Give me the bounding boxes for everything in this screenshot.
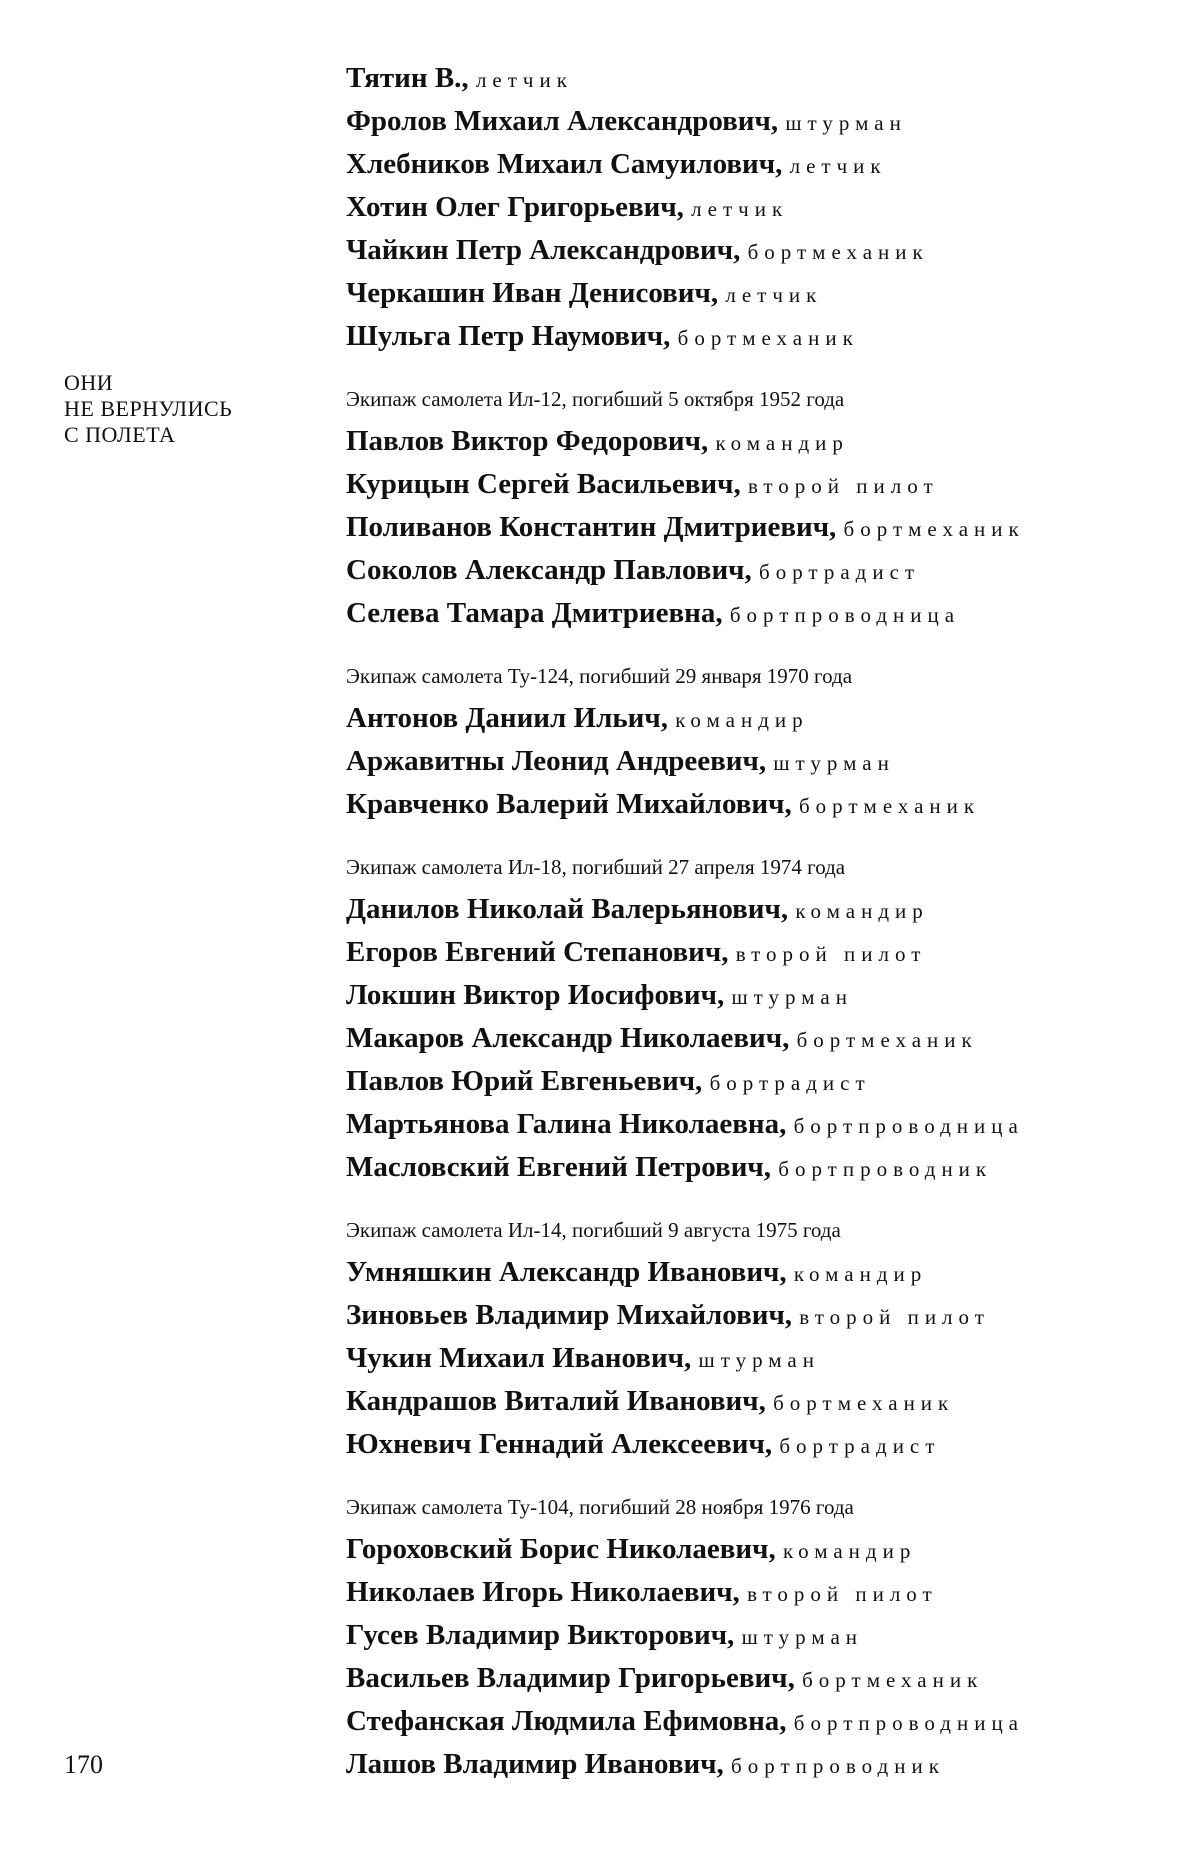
person-row [346, 1529, 1186, 1572]
person-name: Павлов Виктор Федорович, [346, 425, 709, 457]
person-name: Гусев Владимир Викторович, [346, 1619, 735, 1651]
person-name: Аржавитны Леонид Андреевич, [346, 745, 767, 777]
person-role: летчик [789, 154, 887, 178]
person-name: Антонов Даниил Ильич, [346, 702, 668, 734]
person-row [346, 741, 1186, 784]
top-list [346, 58, 1186, 359]
person-row [346, 507, 1186, 550]
person-row [346, 1104, 1186, 1147]
crew-group [346, 1216, 1186, 1467]
person-row [346, 1658, 1186, 1701]
person-role: бортмеханик [802, 1668, 984, 1692]
person-role: бортрадист [709, 1071, 871, 1095]
person-role: бортрадист [779, 1434, 941, 1458]
crew-heading: Экипаж самолета Ту-104, погибший 28 ноября 1976 года [346, 1495, 854, 1519]
person-row [346, 1018, 1186, 1061]
side-heading [64, 370, 232, 448]
person-row [346, 1147, 1186, 1190]
person-role: бортпроводник [731, 1754, 945, 1778]
person-role: командир [715, 431, 849, 455]
person-name: Кандрашов Виталий Иванович, [346, 1385, 766, 1417]
person-role: командир [793, 1262, 928, 1286]
person-name: Стефанская Людмила Ефимовна, [346, 1705, 787, 1737]
person-role: штурман [773, 751, 895, 775]
person-row [346, 144, 1186, 187]
person-name: Кравченко Валерий Михайлович, [346, 788, 792, 820]
person-name: Тятин В., [346, 62, 469, 94]
person-name: Юхневич Геннадий Алексеевич, [346, 1428, 773, 1460]
crew-heading: Экипаж самолета Ил-14, погибший 9 августа 1975 года [346, 1218, 841, 1242]
person-role: второй пилот [748, 474, 939, 498]
person-name: Данилов Николай Валерьянович, [346, 893, 789, 925]
person-role: штурман [731, 985, 853, 1009]
person-role: командир [795, 899, 929, 923]
person-row [346, 187, 1186, 230]
person-row [346, 1381, 1186, 1424]
person-role: штурман [741, 1625, 864, 1649]
person-row [346, 464, 1186, 507]
person-row [346, 230, 1186, 273]
page-number: 170 [64, 1750, 103, 1779]
person-name: Чукин Михаил Иванович, [346, 1342, 692, 1374]
person-row [346, 698, 1186, 741]
person-row [346, 421, 1186, 464]
side-heading-line: ОНИ [64, 370, 114, 395]
memorial-list [346, 58, 1186, 1787]
person-role: бортмеханик [773, 1391, 955, 1415]
person-row [346, 550, 1186, 593]
person-row [346, 58, 1186, 101]
person-name: Хлебников Михаил Самуилович, [346, 148, 783, 180]
person-name: Селева Тамара Дмитриевна, [346, 597, 723, 629]
crew-group [346, 1493, 1186, 1787]
person-role: бортпроводница [793, 1711, 1025, 1735]
person-name: Хотин Олег Григорьевич, [346, 191, 684, 223]
person-row [346, 101, 1186, 144]
person-name: Масловский Евгений Петрович, [346, 1151, 772, 1183]
person-name: Гороховский Борис Николаевич, [346, 1533, 776, 1565]
person-role: бортпроводница [793, 1114, 1024, 1138]
person-name: Курицын Сергей Васильевич, [346, 468, 741, 500]
person-role: второй пилот [747, 1582, 938, 1606]
person-role: бортмеханик [747, 240, 929, 264]
person-role: бортрадист [759, 560, 921, 584]
person-row [346, 1572, 1186, 1615]
crew-group [346, 662, 1186, 827]
person-role: штурман [785, 111, 907, 135]
person-role: командир [782, 1539, 917, 1563]
crew-heading: Экипаж самолета Ту-124, погибший 29 января 1970 года [346, 664, 853, 688]
person-name: Чайкин Петр Александрович, [346, 234, 741, 266]
person-role: бортмеханик [796, 1028, 978, 1052]
person-row [346, 1744, 1186, 1787]
person-row [346, 593, 1186, 636]
person-role: летчик [475, 68, 573, 92]
person-name: Зиновьев Владимир Михайлович, [346, 1299, 793, 1331]
person-row [346, 784, 1186, 827]
person-row [346, 975, 1186, 1018]
person-role: бортпроводник [778, 1157, 993, 1181]
person-name: Васильев Владимир Григорьевич, [346, 1662, 795, 1694]
side-heading-line: НЕ ВЕРНУЛИСЬ [64, 396, 233, 421]
person-row [346, 1615, 1186, 1658]
person-row [346, 1252, 1186, 1295]
person-name: Макаров Александр Николаевич, [346, 1022, 790, 1054]
person-row [346, 273, 1186, 316]
person-role: штурман [698, 1348, 820, 1372]
person-name: Фролов Михаил Александрович, [346, 105, 779, 137]
person-role: летчик [691, 197, 789, 221]
person-role: бортпроводница [729, 603, 961, 627]
person-name: Павлов Юрий Евгеньевич, [346, 1065, 703, 1097]
person-role: командир [675, 708, 809, 732]
person-role: бортмеханик [798, 794, 981, 818]
person-row [346, 1295, 1186, 1338]
person-name: Умняшкин Александр Иванович, [346, 1256, 787, 1288]
person-row [346, 1338, 1186, 1381]
crew-group [346, 853, 1186, 1190]
person-role: бортмеханик [843, 517, 1025, 541]
person-name: Шульга Петр Наумович, [346, 320, 671, 352]
person-row [346, 1061, 1186, 1104]
person-name: Мартьянова Галина Николаевна, [346, 1108, 787, 1140]
crew-heading: Экипаж самолета Ил-12, погибший 5 октября 1952 года [346, 387, 845, 411]
person-name: Локшин Виктор Иосифович, [346, 979, 725, 1011]
person-name: Лашов Владимир Иванович, [346, 1748, 724, 1780]
person-name: Черкашин Иван Денисович, [346, 277, 719, 309]
person-row [346, 1424, 1186, 1467]
crew-group [346, 385, 1186, 636]
person-name: Соколов Александр Павлович, [346, 554, 752, 586]
person-row [346, 889, 1186, 932]
crew-heading: Экипаж самолета Ил-18, погибший 27 апреля 1974 года [346, 855, 846, 879]
person-role: второй пилот [799, 1305, 990, 1329]
side-heading-line: С ПОЛЕТА [64, 422, 176, 447]
person-role: летчик [725, 283, 823, 307]
person-row [346, 1701, 1186, 1744]
person-name: Николаев Игорь Николаевич, [346, 1576, 740, 1608]
person-row [346, 932, 1186, 975]
person-role: второй пилот [735, 942, 927, 966]
person-name: Егоров Евгений Степанович, [346, 936, 729, 968]
person-role: бортмеханик [677, 326, 859, 350]
person-row [346, 316, 1186, 359]
person-name: Поливанов Константин Дмитриевич, [346, 511, 837, 543]
